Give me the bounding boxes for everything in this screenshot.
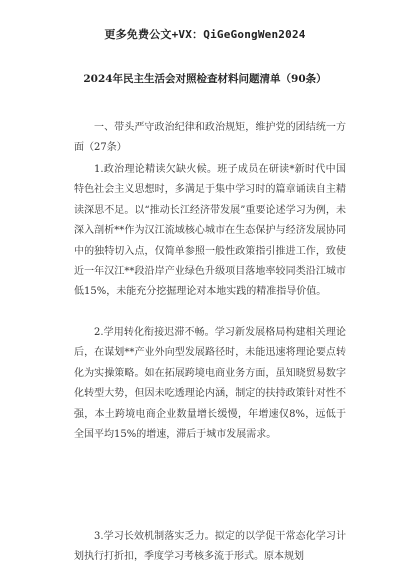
promo-header: 更多免费公文+VX：QiGeGongWen2024 bbox=[104, 28, 306, 41]
paragraph-text: 3.学习长效机制落实乏力。拟定的以学促干常态化学习计划执行打折扣，季度学习考核多流于形式。原本规划 bbox=[74, 531, 346, 563]
paragraph-text: 2.学用转化衔接迟滞不畅。学习新发展格局构建相关理论后，在谋划**产业外向型发展路径时，未能迅速将理论要点转化为实操策略。如在拓展跨境电商业务方面，虽知晓贸易数字化转型大势，但因未吃透理论内涵，制定的扶持政策针对性不强，本土跨境电商企业数量增长缓慢，年增速仅8%，远低于全国平均15%的增速，滞后于城市发展需求。 bbox=[74, 327, 346, 441]
section-heading bbox=[74, 118, 346, 159]
paragraph-1 bbox=[74, 160, 346, 303]
paragraph-3 bbox=[74, 527, 346, 568]
paragraph-2 bbox=[74, 323, 346, 445]
paragraph-text: 1.政治理论精读欠缺火候。班子成员在研读*新时代中国特色社会主义思想时，多满足于集中学习时的篇章诵读自主精读深思不足。以“推动长江经济带发展”重要论述学习为例，未深入剖析**作为汉江流域核心城市在生态保护与经济发展协同中的独特切入点，仅简单参照一般性政策指引推进工作，致使近一年汉江**段沿岸产业绿色升级项目落地率较同类沿江城市低15%，未能充分挖掘理论对本地实践的精准指导价值。 bbox=[74, 164, 346, 298]
document-title: 2024年民主生活会对照检查材料问题清单（90条） bbox=[83, 73, 327, 85]
section-heading-text: 一、带头严守政治纪律和政治规矩，维护党的团结统一方面（27条） bbox=[74, 122, 346, 154]
